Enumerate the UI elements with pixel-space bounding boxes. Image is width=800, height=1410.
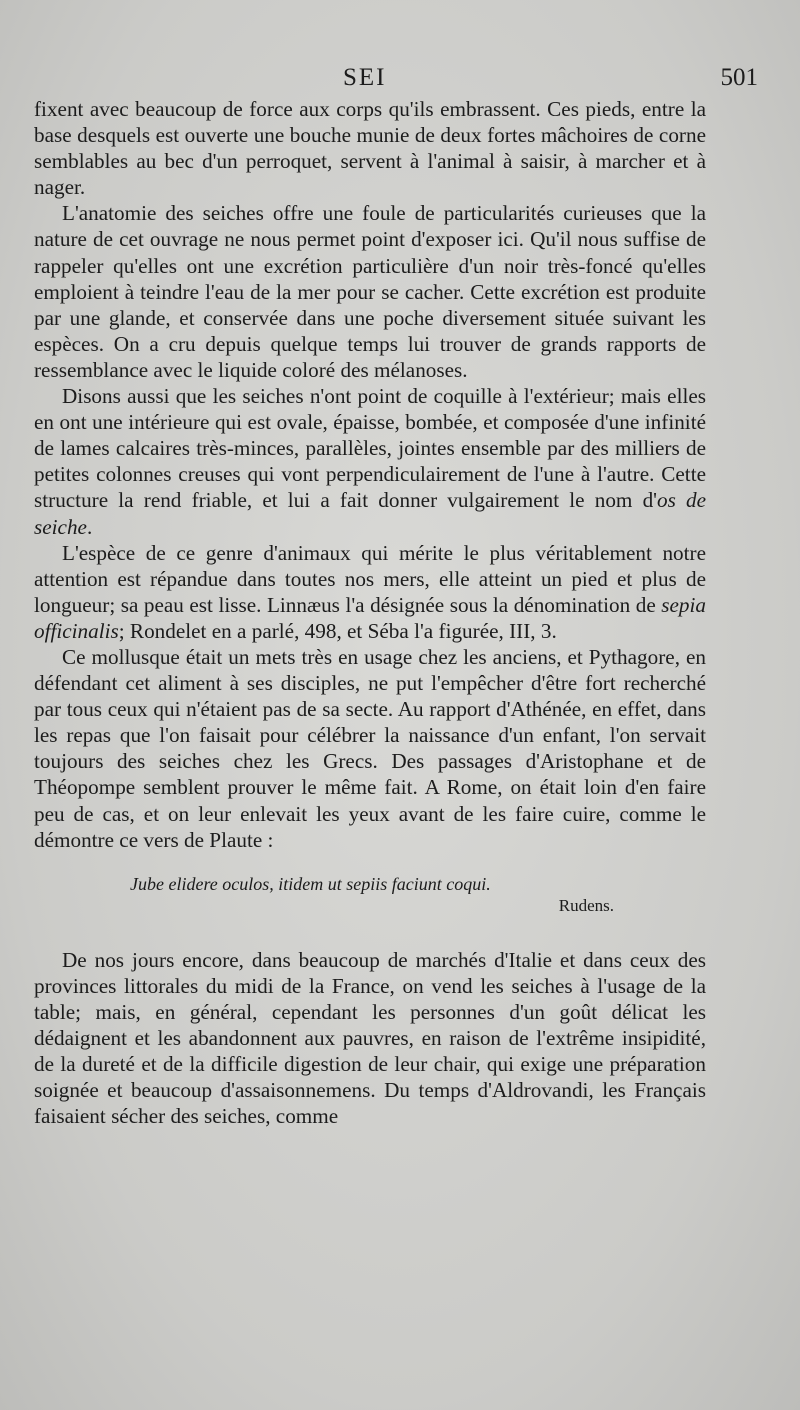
paragraph-3-italic: os de seiche (34, 488, 706, 539)
paragraph-4-italic: sepia officinalis (34, 592, 706, 643)
paragraph-3-end: . (86, 514, 93, 539)
paragraph-4 (34, 540, 706, 644)
page-body (34, 96, 706, 1129)
paragraph-2: L'anatomie des seiches offre une foule de particularités curieuses que la nature de cet ouvrage ne nous permet point d'exposer ici. Qu'il nous suffise de rappeler qu'elles ont une excrétion particulière d'un noir très-foncé qu'elles emploient à teindre l'eau de la mer pour se cacher. Cette excrétion est produite par une glande, et conservée dans une poche diversement située suivant les espèces. On a cru depuis quelque temps lui trouver de grands rapports de ressemblance avec le liquide coloré des mélanoses. (34, 201, 706, 382)
paragraph-4-end: ; Rondelet en a parlé, 498, et Séba l'a figurée, III, 3. (118, 618, 557, 643)
running-head: SEI (343, 64, 387, 91)
latin-quote: Jube elidere oculos, itidem ut sepiis faciunt coqui. (130, 873, 491, 894)
paragraph-5: Ce mollusque était un mets très en usage chez les anciens, et Pythagore, en défendant cet aliment à ses disciples, ne put l'empêcher d'être fort recherché par tous ceux qui n'étaient pas de sa secte. Au rapport d'Athénée, en effet, dans les repas que l'on faisait pour célébrer la naissance d'un enfant, l'on servait toujours des seiches chez les Grecs. Des passages d'Aristophane et de Théopompe semblent prouver le même fait. A Rome, on était loin d'en faire peu de cas, et on leur enlevait les yeux avant de les faire cuire, comme le démontre ce vers de Plaute : (34, 644, 706, 852)
paragraph-3 (34, 383, 706, 540)
paragraph-3-text: Disons aussi que les seiches n'ont point de coquille à l'extérieur; mais elles en ont une intérieure qui est ovale, épaisse, bombée, et composée d'une infinité de lames calcaires très-minces, parallèles, jointes ensemble par des milliers de petites colonnes creuses qui vont perpendiculairement de l'une à l'autre. Cette structure la rend friable, et lui a fait donner vulgairement le nom d' (34, 384, 706, 513)
paragraph-6: De nos jours encore, dans beaucoup de marchés d'Italie et dans ceux des provinces littorales du midi de la France, on vend les seiches à l'usage de la table; mais, en général, cependant les personnes d'un goût délicat les dédaignent et les abandonnent aux pauvres, en raison de l'extrême insipidité, de la dureté et de la difficile digestion de leur chair, qui exige une préparation soignée et beaucoup d'assaisonnemens. Du temps d'Aldrovandi, les Français faisaient sécher des seiches, comme (34, 947, 706, 1129)
page-number: 501 (720, 64, 758, 91)
paragraph-1: fixent avec beaucoup de force aux corps qu'ils embrassent. Ces pieds, entre la base desquels est ouverte une bouche munie de deux fortes mâchoires de corne semblables au bec d'un perroquet, servent à l'animal à saisir, à marcher et à nager. (34, 97, 706, 200)
page-header (0, 64, 800, 98)
paragraph-4-text: L'espèce de ce genre d'animaux qui mérite le plus véritablement notre attention est répandue dans toutes nos mers, elle atteint un pied et plus de longueur; sa peau est lisse. Linnæus l'a désignée sous la dénomination de (34, 540, 706, 617)
quote-source: Rudens. (558, 895, 614, 915)
